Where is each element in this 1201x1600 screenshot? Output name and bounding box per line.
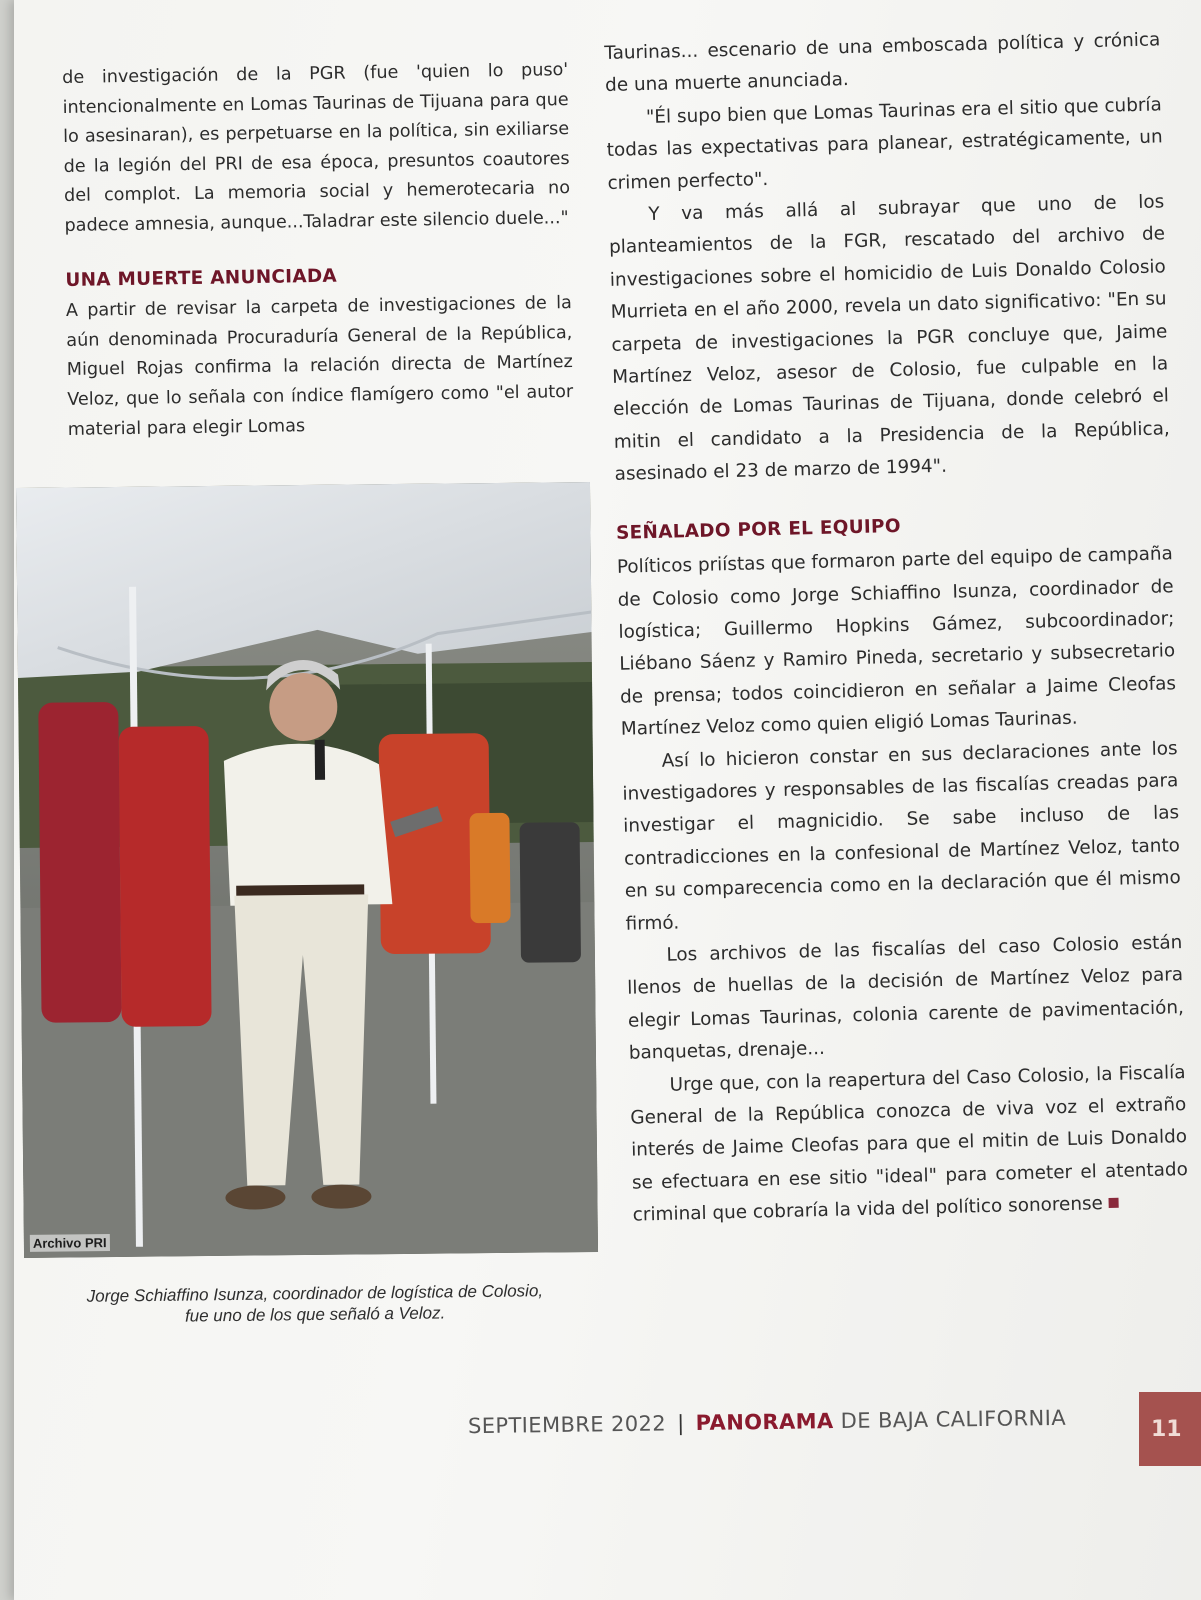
issue-date: SEPTIEMBRE 2022: [467, 1411, 667, 1439]
page-footer: [468, 1406, 1066, 1438]
paragraph-3: Y va más allá al subrayar que uno de los planteamientos de la FGR, rescatado del archivo de investigaciones sobre el homicidio de Luis Donaldo Colosio Murrieta en el año 2000, revela un dato significativo: "En su carpeta de investigaciones la PGR concluye que, Jaime Martínez Veloz, asesor de Colosio, fue culpable en la elección de Lomas Taurinas de Tijuana, donde celebró el mitin el candidato a la Presidencia de la República, asesinado el 23 de marzo de 1994".: [608, 191, 1170, 486]
photo-credit: Archivo PRI: [30, 1234, 110, 1252]
right-column: [604, 24, 1189, 1232]
section-heading-muerte-anunciada: UNA MUERTE ANUNCIADA: [65, 265, 338, 291]
body-paragraph: A partir de revisar la carpeta de investigaciones de la aún denominada Procuraduría General de la República, Miguel Rojas confirma la relación directa de Martínez Veloz, que lo señala con índice flamígero como "el autor material para elegir Lomas: [65, 293, 574, 440]
paragraph-7-text: Urge que, con la reapertura del Caso Colosio, la Fiscalía General de la República conozca de viva voz el extraño interés de Jaime Cleofas para que el mitin de Luis Donaldo se efectuara en ese sitio "ideal" para cometer el atentado criminal que cobraría la vida del político sonorense: [630, 1061, 1189, 1226]
paragraph-7: [629, 1057, 1189, 1233]
photo-illustration: [16, 482, 598, 1258]
paragraph-2: "Él supo bien que Lomas Taurinas era el sitio que cubría todas las expectativas para planear, estratégicamente, un crimen perfecto".: [606, 94, 1163, 194]
left-column: [62, 56, 574, 445]
paragraph-1: Taurinas... escenario de una emboscada política y crónica de una muerte anunciada.: [604, 29, 1161, 97]
publication-brand: PANORAMA: [695, 1409, 834, 1435]
paragraph-5: Así lo hicieron constar en sus declaraciones ante los investigadores y responsables de las fiscalías creadas para investigar el magnicidio. Se sabe incluso de las contradicciones en la confesional de Martínez Veloz, tanto en su comparecencia como en la declaración que él mismo firmó.: [622, 737, 1181, 935]
event-photo: [16, 482, 598, 1258]
end-of-article-icon: [1109, 1198, 1119, 1208]
footer-separator: |: [676, 1411, 685, 1436]
section-heading-senalado: SEÑALADO POR EL EQUIPO: [615, 515, 902, 544]
publication-name-rest: DE BAJA CALIFORNIA: [840, 1405, 1067, 1433]
magazine-page: [14, 0, 1201, 1600]
page-number: 11: [1151, 1416, 1182, 1442]
photo-caption: Jorge Schiaffino Isunza, coordinador de logística de Colosio, fue uno de los que señaló a Veloz.: [86, 1281, 544, 1326]
paragraph-6: Los archivos de las fiscalías del caso Colosio están llenos de huellas de la decisión de Martínez Veloz para elegir Lomas Taurinas, colonia carente de pavimentación, banquetas, drenaje...: [626, 932, 1185, 1064]
paragraph-4: Políticos priístas que formaron parte del equipo de campaña de Colosio como Jorge Schiaffino Isunza, coordinador de logística; Guillermo Hopkins Gámez, subcoordinador; Liébano Sáenz y Ramiro Pineda, secretario y subsecretario de prensa; todos coincidieron en señalar a Jaime Cleofas Martínez Veloz como quien eligió Lomas Taurinas.: [616, 543, 1177, 740]
intro-paragraph: de investigación de la PGR (fue 'quien lo puso' intencionalmente en Lomas Taurinas de Tijuana para que lo asesinaran), es perpetuarse en la política, sin exiliarse de la legión del PRI de esa época, presuntos coautores del complot. La memoria social y hemerotecaria no padece amnesia, aunque...Taladrar este silencio duele...": [62, 60, 571, 236]
page-number-tab: [1139, 1392, 1201, 1466]
